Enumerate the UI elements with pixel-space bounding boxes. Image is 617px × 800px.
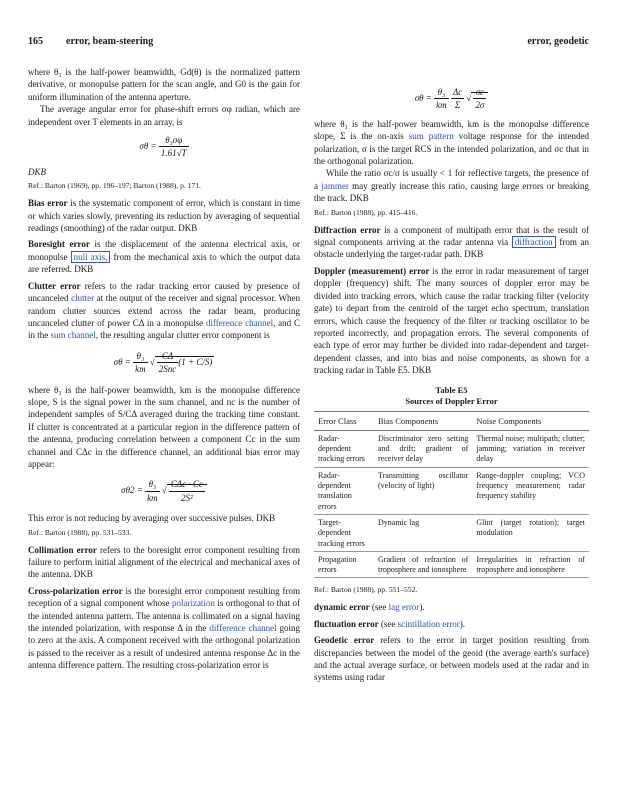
eq4-cross-response: Δc <box>451 86 464 99</box>
table-row <box>314 514 589 551</box>
table-cell: Radar-dependent translation errors <box>314 467 374 514</box>
entry-clutter-error <box>28 280 300 342</box>
link-diffraction[interactable]: diffraction <box>512 236 556 248</box>
eq1-denominator: 1.61√T <box>160 148 187 159</box>
eq4-rcs: 2σ <box>475 100 485 111</box>
equation-clutter-error: σθ = $\frac{\text{θ₃}}{km}$ √ $\frac{C\Delta}{\text{2Snc}}$ (1 + C/S) <box>113 350 213 375</box>
table-subtitle: Sources of Doppler Error <box>405 395 498 406</box>
link-difference-channel[interactable]: difference channel <box>205 317 274 328</box>
link-difference-channel-2[interactable]: difference channel <box>209 623 277 634</box>
link-sum-pattern[interactable]: sum pattern <box>408 131 454 142</box>
fluctuation-text-1: (see <box>378 618 398 629</box>
term-clutter-error: Clutter error <box>28 280 81 291</box>
table-cell: Radar-dependent tracking errors <box>314 430 374 467</box>
diffraction-text-1: is a component of multipath error that is the result of signal components arriving at the radar antenna via <box>314 224 589 248</box>
reference-3: Ref.: Barton (1988), pp. 415–416. <box>314 207 418 217</box>
dynamic-text-1: (see <box>369 602 389 613</box>
entry-doppler-error <box>314 265 589 377</box>
table-cell: Discriminator zero setting and drift; gradient of receiver delay <box>374 430 472 467</box>
equation-phase-error <box>28 134 300 160</box>
link-jammer[interactable]: jammer <box>321 180 349 191</box>
table-cell: Irregularities in refraction of troposphere and ionosphere <box>472 551 589 578</box>
cross-text-1: is the boresight error component resulting from reception of a signal component whose <box>28 585 300 609</box>
dynamic-text-2: ). <box>419 602 425 613</box>
entry-boresight-error <box>28 238 300 275</box>
eq1-fraction <box>159 134 189 160</box>
term-doppler-error: Doppler (measurement) error <box>314 265 430 276</box>
term-collimation-error: Collimation error <box>28 544 97 555</box>
eq3-beamwidth: θ₃ <box>145 478 160 491</box>
left-column <box>28 66 300 672</box>
link-null-axis[interactable]: null axis, <box>71 251 111 263</box>
entry-collimation-error <box>28 544 300 581</box>
link-lag-error[interactable]: lag error <box>388 602 420 613</box>
eq3-correlation: CΔc · Cc <box>169 478 205 491</box>
link-sum-channel[interactable]: sum channel <box>50 330 96 341</box>
eq4-beam-fraction <box>434 86 449 112</box>
table-header-bias: Bias Components <box>374 411 472 430</box>
entry-diffraction-error <box>314 224 589 261</box>
boresight-text-1: is the displacement of the antenna electrical axis, or monopulse <box>28 239 300 262</box>
eq4-slope: km <box>436 100 447 111</box>
term-bias-error: Bias error <box>28 198 68 209</box>
where3-text-1: where θ₃ is the half-power beamwidth, km is the monopulse difference slope, Σ is the on-axis <box>314 118 589 142</box>
link-polarization[interactable]: polarization <box>171 598 215 609</box>
eq4-rcs-cross: σc <box>473 86 486 99</box>
eq2-signal-samples: 2Snc <box>158 364 177 375</box>
paragraph-where-3 <box>314 118 589 168</box>
diffraction-text-2: from an obstacle underlying the target-radar path. DKB <box>314 237 589 260</box>
table-header-row <box>314 411 589 430</box>
while-text-1: While the ratio σc/σ is usually < 1 for reflective targets, the presence of a <box>314 168 589 191</box>
eq3-correlation-fraction <box>169 478 205 504</box>
entry-geodetic-error <box>314 634 589 684</box>
clutter-text-1: refers to the radar tracking error caused by presence of uncanceled <box>28 280 300 304</box>
reference-4: Ref.: Barton (1988), pp. 551–552. <box>314 585 418 595</box>
table-row <box>314 551 589 578</box>
boresight-text-2: from the mechanical axis to which the output data are referred. DKB <box>28 251 301 275</box>
eq2-beam-fraction <box>133 350 148 376</box>
table-row <box>314 430 589 467</box>
reference-1: Ref.: Barton (1969), pp. 196–197; Barton (1988), p. 171. <box>28 181 201 191</box>
entry-bias-error <box>28 197 300 234</box>
table-cell: Thermal noise; multipath; clutter; jamming; variation in receiver delay <box>472 430 589 467</box>
entry-fluctuation-error <box>314 618 589 630</box>
eq4-beamwidth: θ₃ <box>434 86 449 99</box>
paragraph-where-2: where θ₃ is the half-power beamwidth, km is the monopulse difference slope, S is the signal power in the sum channel, and nc is the number of independent samples of S/CΔ averaged during the tracking time constant. If clutter is concentrated at a particular region in the difference pattern of the antenna, producing correlation between a component Cc in the sum channel and CΔc in the difference channel, an additional bias error may appear: <box>28 384 300 469</box>
cross-text-3: going to zero at the axis. A component received with the orthogonal polarization is passed to the receiver as a result of undesired antenna response Δc in the antenna difference pattern. The resulting cross-polarization error is <box>28 623 300 671</box>
term-geodetic-error: Geodetic error <box>314 635 375 646</box>
bias-error-text: is the systematic component of error, which is constant in time or which varies slowly, preventing its reduction by averaging of sequential readings (smoothing) of the radar output. DKB <box>28 198 301 234</box>
doppler-text: is the error in radar measurement of target doppler (frequency) shift. The many sources of doppler error may be divided into tracking errors, which cause the radar tracking filter (velocity gate) to depart from the centroid of the target echo spectrum, translation errors, which cause the frequency of the filter or tracking oscillator to be reported incorrectly, and propagation errors. The several components of each type of error may further be divided into radar-dependent and target-dependent classes, and into bias and noise components, as shown for a tracking radar in Table E5. DKB <box>314 265 589 376</box>
collimation-text: refers to the boresight error component resulting from failure to perform initial alignment of the electrical and mechanical axes of the antenna. DKB <box>28 544 300 580</box>
eq2-beamwidth: θ₃ <box>133 350 148 363</box>
while-text-2: may greatly increase this ratio, causing large errors or breaking the track. DKB <box>314 180 590 204</box>
eq2-slope: km <box>135 364 146 375</box>
paragraph-while <box>314 167 589 204</box>
eq3-lhs: σθ2 = <box>121 485 143 496</box>
table-cell: Transmitting oscillator (velocity of light) <box>374 467 472 514</box>
paragraph-not-reducing: This error is not reducing by averaging over successive pulses. DKB <box>28 513 276 524</box>
link-clutter[interactable]: clutter <box>71 293 95 304</box>
eq4-sum-response: Σ <box>454 100 461 111</box>
doppler-error-table <box>314 411 589 579</box>
right-column <box>314 86 589 684</box>
clutter-text-3: , and C in the <box>28 317 300 341</box>
eq2-clutter-fraction <box>157 350 179 376</box>
cross-text-2: is orthogonal to that of the intended antenna pattern. The antenna is collimated on a signal having the intended polarization, with response Δ in the <box>28 598 300 634</box>
fluctuation-text-2: ). <box>459 618 466 629</box>
clutter-text-4: , the resulting angular clutter error component is <box>95 330 270 341</box>
eq2-lhs: σθ = <box>113 356 131 367</box>
paragraph-where-1: where θ₃ is the half-power beamwidth, Gd(θ) is the normalized pattern derivative, or monopulse pattern for the scan angle, and G0 is the gain for uniform illumination of the antenna aperture. <box>28 67 300 102</box>
reference-2: Ref.: Barton (1988), pp. 531–533. <box>28 527 132 537</box>
eq3-slope: km <box>147 492 158 503</box>
eq2-clutter-power: CΔ <box>157 350 179 363</box>
table-cell: Glint (target rotation); target modulation <box>472 514 589 551</box>
paragraph-average-error: The average angular error for phase-shift errors σφ radian, which are independent over T elements in an array, is <box>28 104 300 127</box>
table-row <box>314 467 589 514</box>
term-diffraction-error: Diffraction error <box>314 224 381 235</box>
table-cell: Gradient of refraction of troposphere and ionosphere <box>374 551 472 578</box>
equation-cross-pol: σθ = $\frac{\text{θ₃}}{km}$ $\frac{\Delta c}{\Sigma}$ √ $\frac{\sigma c}{2\sigma}$ <box>314 86 589 112</box>
table-cell: Range-doppler coupling; VCO frequency measurement; radar frequency stability <box>472 467 589 514</box>
page-number: 165 <box>28 36 43 47</box>
table-cell: Propagation errors <box>314 551 374 578</box>
eq4-rcs-fraction <box>473 86 486 112</box>
table-title: Table E5 <box>435 384 468 395</box>
term-cross-polarization-error: Cross-polarization error <box>28 585 123 596</box>
where3-text-2: voltage response for the intended polarization, σ is the target RCS in the intended polarization, and σc that in the orthogonal polarization. <box>314 131 589 167</box>
clutter-text-2: at the output of the receiver and signal processor. When random clutter sources extend across the radar beam, producing uncanceled clutter of power CΔ in a monopulse <box>28 293 300 328</box>
table-cell: Dynamic lag <box>374 514 472 551</box>
term-boresight-error: Boresight error <box>28 239 90 250</box>
entry-dynamic-error <box>314 601 589 613</box>
geodetic-text: refers to the error in target position resulting from discrepancies between the model of the geoid (the average earth's surface) and the actual average surface, or between models used at the radar and in systems using radar <box>314 635 589 683</box>
eq3-radical <box>167 479 207 503</box>
running-head-right: error, geodetic <box>527 36 589 47</box>
term-dynamic-error: dynamic error <box>314 602 370 613</box>
entry-cross-polarization-error <box>28 585 300 672</box>
eq3-signal: 2S² <box>180 492 193 503</box>
table-header-error-class: Error Class <box>314 411 374 430</box>
eq3-beam-fraction <box>145 478 160 504</box>
table-header-noise: Noise Components <box>472 411 589 430</box>
link-scintillation-error[interactable]: scintillation error <box>397 618 460 629</box>
eq1-lhs: σθ = <box>139 141 157 151</box>
running-head-left: error, beam-steering <box>66 36 154 47</box>
eq1-numerator: θ₃σφ <box>159 134 189 147</box>
table-cell: Target-dependent tracking errors <box>314 514 374 551</box>
term-fluctuation-error: fluctuation error <box>314 618 379 629</box>
equation-bias-clutter: σθ2 = $\frac{\text{θ₃}}{km}$ √ $\frac{\text{CΔc · Cc}}{\text{2S²}}$ <box>28 478 300 504</box>
eq4-lhs: σθ = <box>414 92 432 103</box>
eq4-response-fraction <box>451 86 464 112</box>
signature-dkb: DKB <box>28 166 46 177</box>
eq2-factor: (1 + C/S) <box>178 356 213 367</box>
